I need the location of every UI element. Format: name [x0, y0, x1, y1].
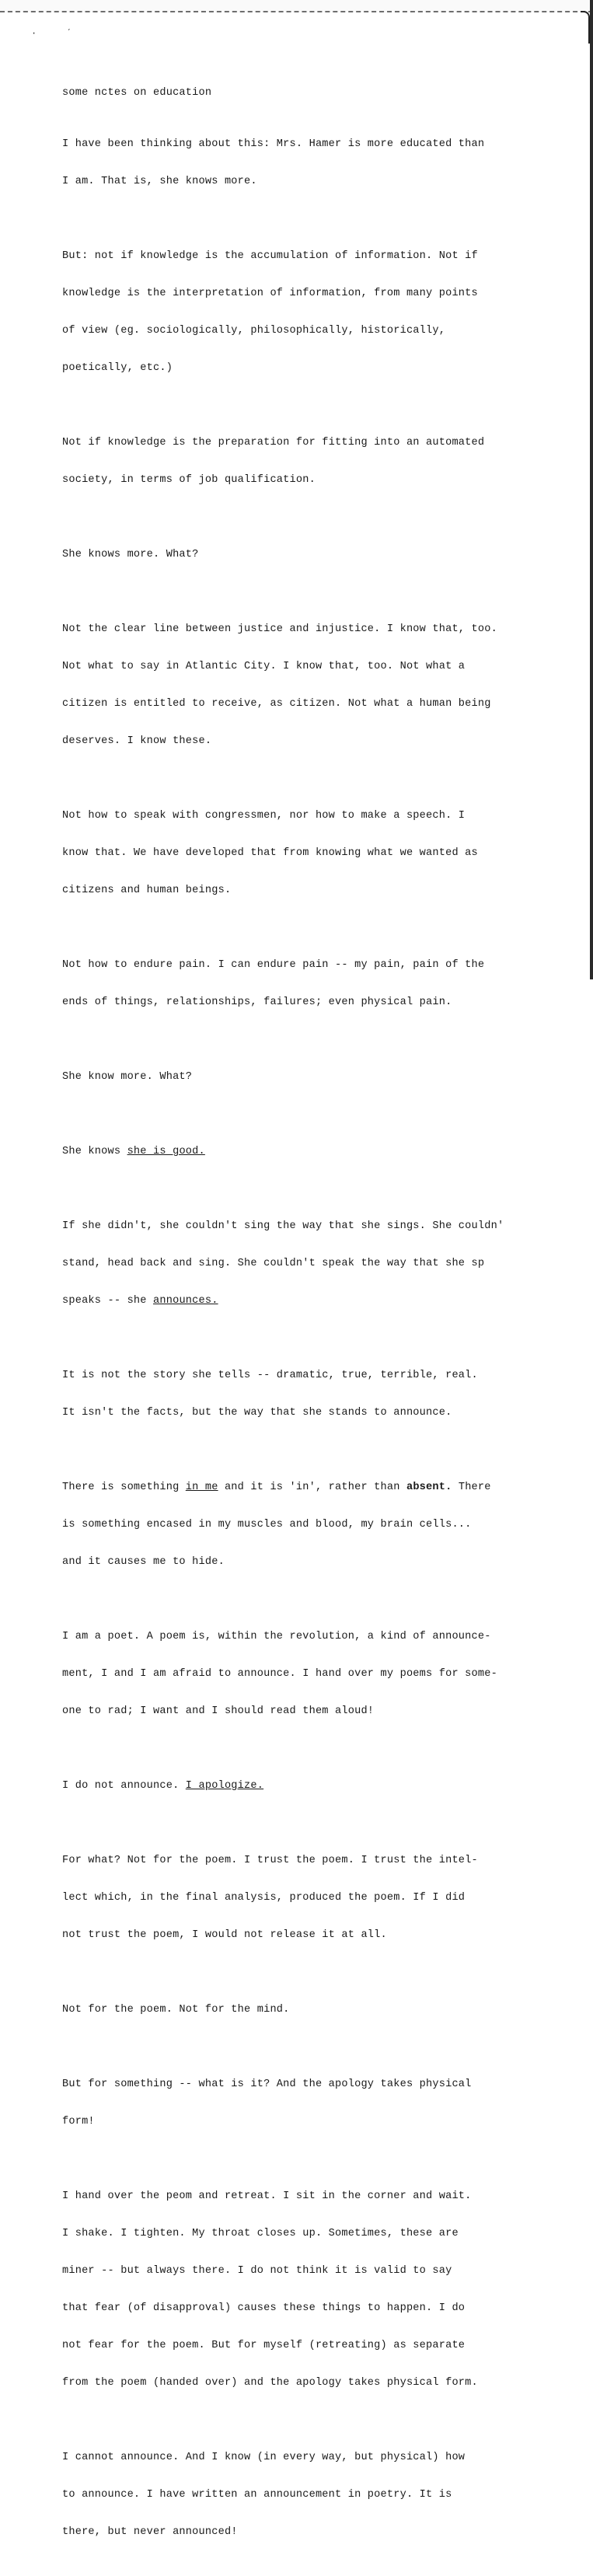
text-line: I have been thinking about this: Mrs. Hamer is more educated than	[62, 138, 485, 150]
text-line: Not how to endure pain. I can endure pain -- my pain, pain of the	[62, 959, 485, 971]
paragraph	[62, 1606, 544, 1743]
text-line: not fear for the poem. But for myself (retreating) as separate	[62, 2340, 466, 2351]
bold-text: absent.	[406, 1482, 452, 1493]
underlined-text: she is good.	[127, 1146, 205, 1157]
text-line: of view (eg. sociologically, philosophically, historically,	[62, 325, 446, 337]
underlined-text: announces.	[153, 1295, 218, 1307]
underlined-text: in me	[185, 1482, 218, 1493]
paper-top-edge	[0, 0, 593, 12]
typed-page	[62, 87, 544, 2576]
paragraph	[62, 2054, 544, 2153]
paragraph	[62, 599, 544, 773]
paragraph	[62, 225, 544, 400]
text-fragment: I do not announce.	[62, 1780, 186, 1792]
paragraph	[62, 2166, 544, 2414]
paragraph	[62, 1345, 544, 1444]
text-line	[62, 1295, 544, 1307]
paragraph	[62, 524, 544, 586]
text-line	[62, 1482, 544, 1494]
text-line: I shake. I tighten. My throat closes up. Sometimes, these are	[62, 2228, 459, 2239]
paragraph	[62, 113, 544, 213]
text-line: She know more. What?	[62, 1071, 193, 1083]
paragraph	[62, 1830, 544, 1967]
paper-right-edge	[590, 0, 593, 979]
text-line: from the poem (handed over) and the apology takes physical form.	[62, 2377, 478, 2389]
text-line: and it causes me to hide.	[62, 1556, 225, 1568]
paragraph	[62, 1755, 544, 1817]
text-line: If she didn't, she couldn't sing the way that she sings. She couldn'	[62, 1220, 504, 1232]
text-line: know that. We have developed that from knowing what we wanted as	[62, 847, 478, 859]
text-line: lect which, in the final analysis, produced the poem. If I did	[62, 1892, 466, 1904]
text-line	[62, 1780, 544, 1792]
text-line: to announce. I have written an announcement in poetry. It is	[62, 2489, 452, 2501]
text-line: Not if knowledge is the preparation for fitting into an automated	[62, 437, 485, 449]
text-line: I am a poet. A poem is, within the revolution, a kind of announce-	[62, 1631, 491, 1642]
text-line: Not the clear line between justice and injustice. I know that, too.	[62, 623, 497, 635]
text-line: She knows more. What?	[62, 549, 199, 560]
text-line: It isn't the facts, but the way that she stands to announce.	[62, 1407, 452, 1419]
text-line: poetically, etc.)	[62, 362, 173, 374]
text-fragment: There	[452, 1482, 491, 1493]
text-line: citizen is entitled to receive, as citizen. Not what a human being	[62, 698, 491, 710]
text-line: It is not the story she tells -- dramatic, true, terrible, real.	[62, 1370, 478, 1381]
text-fragment: and it is 'in', rather than	[218, 1482, 406, 1493]
paragraph	[62, 2427, 544, 2564]
text-line: I hand over the peom and retreat. I sit in the corner and wait.	[62, 2190, 472, 2202]
paragraph	[62, 785, 544, 922]
text-line: ment, I and I am afraid to announce. I hand over my poems for some-	[62, 1668, 497, 1680]
text-line: Not what to say in Atlantic City. I know that, too. Not what a	[62, 661, 466, 672]
text-line: deserves. I know these.	[62, 735, 212, 747]
text-fragment: She knows	[62, 1146, 127, 1157]
text-line: Not for the poem. Not for the mind.	[62, 2004, 290, 2016]
paragraph	[62, 1121, 544, 1183]
paragraph	[62, 1979, 544, 2041]
paper-specks: · ˊ	[31, 28, 72, 39]
paragraph	[62, 1457, 544, 1593]
text-line: one to rad; I want and I should read them aloud!	[62, 1705, 375, 1717]
text-line: citizens and human beings.	[62, 885, 232, 896]
text-line: But: not if knowledge is the accumulation of information. Not if	[62, 250, 478, 262]
paragraph	[62, 412, 544, 511]
paragraph	[62, 1046, 544, 1108]
text-line: that fear (of disapproval) causes these things to happen. I do	[62, 2302, 466, 2314]
text-line: For what? Not for the poem. I trust the poem. I trust the intel-	[62, 1855, 478, 1866]
text-line: But for something -- what is it? And the apology takes physical	[62, 2079, 472, 2090]
paragraph	[62, 1196, 544, 1332]
text-line: form!	[62, 2116, 95, 2127]
text-line: is something encased in my muscles and blood, my brain cells...	[62, 1519, 472, 1531]
text-fragment: There is something	[62, 1482, 186, 1493]
text-line: society, in terms of job qualification.	[62, 474, 316, 486]
text-line: I am. That is, she knows more.	[62, 176, 257, 187]
text-line: I cannot announce. And I know (in every way, but physical) how	[62, 2452, 466, 2463]
text-line: stand, head back and sing. She couldn't speak the way that she sp	[62, 1258, 485, 1269]
text-line: ends of things, relationships, failures; even physical pain.	[62, 997, 452, 1008]
paragraph	[62, 934, 544, 1034]
text-fragment: speaks -- she	[62, 1295, 154, 1307]
paper-fold-mark	[581, 11, 590, 44]
underlined-text: I apologize.	[185, 1780, 264, 1792]
text-line: Not how to speak with congressmen, nor how to make a speech. I	[62, 810, 466, 822]
text-line: miner -- but always there. I do not think it is valid to say	[62, 2265, 452, 2277]
text-line: knowledge is the interpretation of information, from many points	[62, 288, 478, 299]
text-line	[62, 1146, 544, 1158]
page-title: some nctes on education	[62, 87, 212, 99]
text-line: not trust the poem, I would not release it at all.	[62, 1929, 387, 1941]
text-line: there, but never announced!	[62, 2526, 238, 2538]
